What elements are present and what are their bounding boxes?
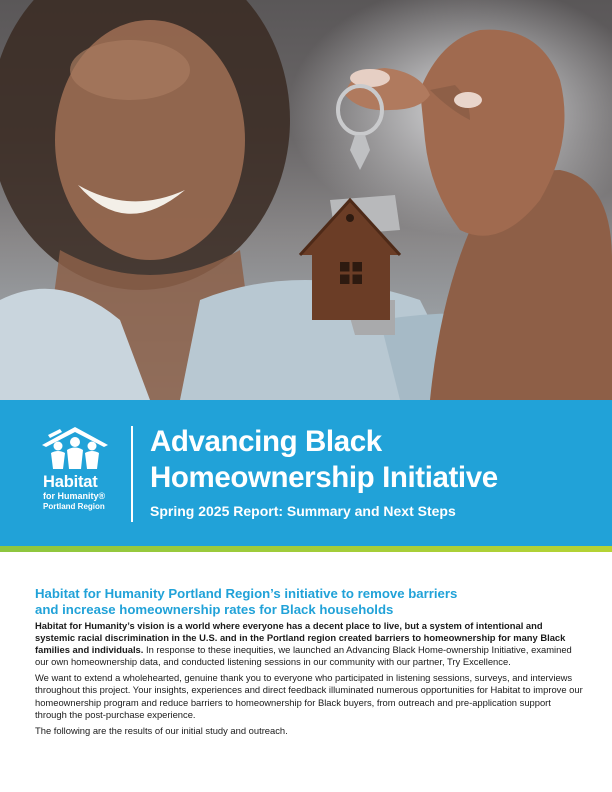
habitat-logo bbox=[40, 425, 122, 525]
intro-paragraph bbox=[35, 620, 585, 668]
heading-line-1: Habitat for Humanity Portland Region’s initiative to remove barriers bbox=[35, 586, 458, 601]
page-title bbox=[150, 424, 590, 496]
intro-bold-text: Habitat for Humanity’s vision is a world where everyone has a decent place to live, but a system of intentional and systemic racial discrimination in the U.S. and in the Portland region created barriers to homeownership for many Black families and individuals. bbox=[35, 620, 566, 656]
banner-divider bbox=[131, 426, 133, 522]
page-subtitle: Spring 2025 Report: Summary and Next Steps bbox=[150, 503, 456, 519]
logo-subtitle: for Humanity® bbox=[43, 491, 106, 501]
title-line-2: Homeownership Initiative bbox=[150, 461, 498, 494]
report-summary bbox=[35, 586, 585, 741]
section-heading bbox=[35, 586, 585, 618]
thank-you-paragraph: We want to extend a wholehearted, genuine thank you to everyone who participated in listening sessions, surveys, and interviews throughout this project. Your insights, experiences and direct feedback illuminated numerous opportunities for Habitat to improve our homeownership program and reduce barriers to homeownership for Black buyers, from outreach and pre-application support through the post-purchase experience. bbox=[35, 672, 583, 720]
intro-text: In response to these inequities, we launched an Advancing Black Home-ownership Initiative, examined our own homeownership data, and conducted listening sessions in our community with our partner, Try Excellence. bbox=[35, 644, 572, 668]
logo-name: Habitat bbox=[43, 473, 98, 491]
habitat-house-people-icon bbox=[40, 425, 110, 473]
results-paragraph: The following are the results of our initial study and outreach. bbox=[35, 724, 288, 736]
logo-region: Portland Region bbox=[43, 502, 105, 511]
title-line-1: Advancing Black bbox=[150, 425, 382, 458]
green-accent-rule bbox=[0, 546, 612, 552]
heading-line-2: and increase homeownership rates for Black households bbox=[35, 602, 394, 617]
